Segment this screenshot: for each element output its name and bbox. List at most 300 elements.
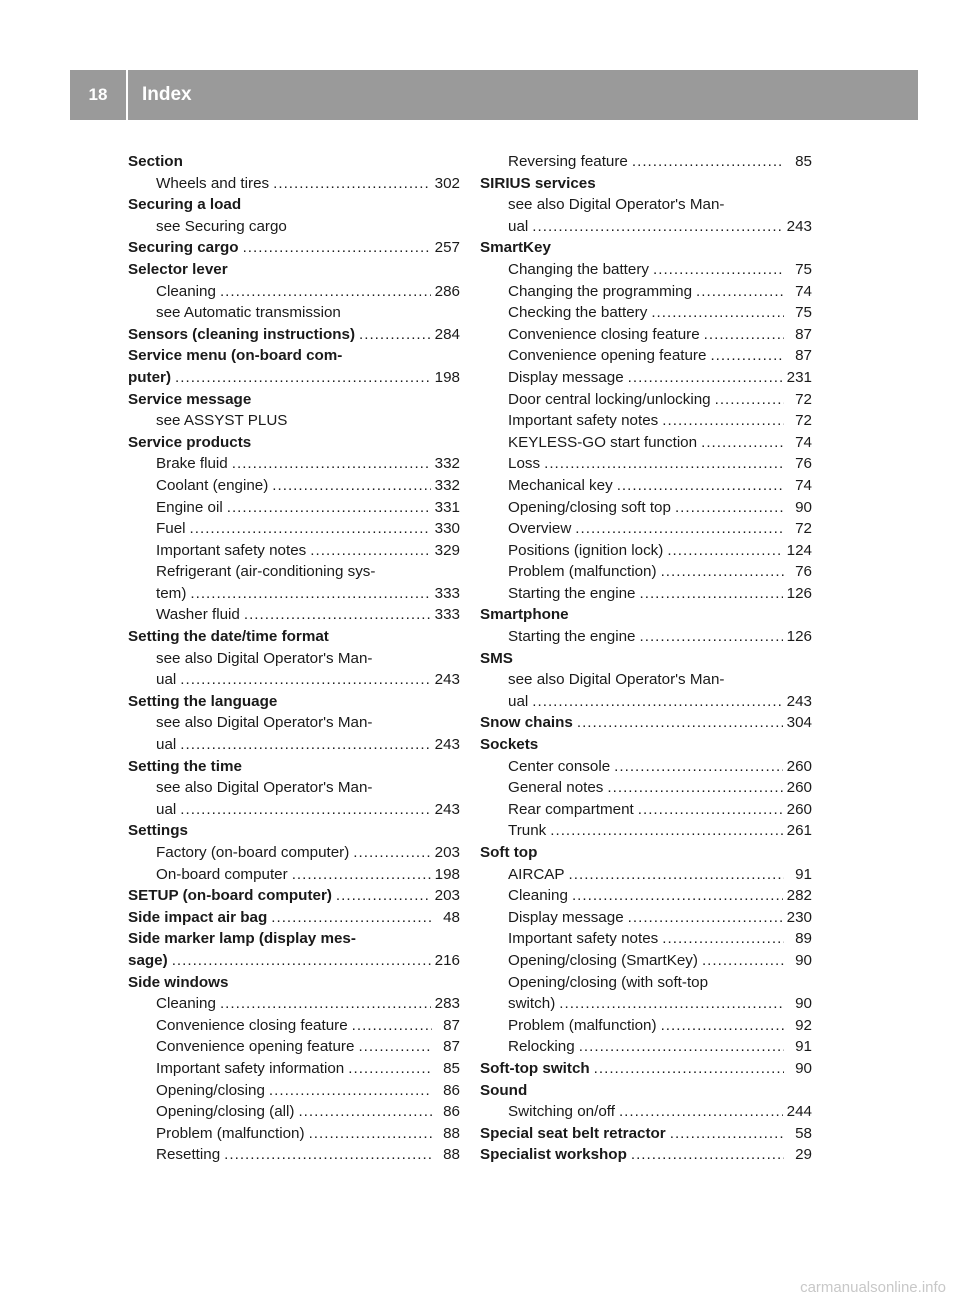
entry-text: Service products xyxy=(128,433,252,451)
page-reference[interactable]: 89 xyxy=(795,930,812,948)
page-reference[interactable]: 58 xyxy=(795,1124,812,1142)
entry-text: Snow chains xyxy=(480,714,573,732)
index-subentry xyxy=(480,626,812,648)
dot-leader xyxy=(243,237,431,259)
entry-text: KEYLESS-GO start function xyxy=(508,433,698,451)
page-reference[interactable]: 332 xyxy=(434,476,460,494)
index-subentry xyxy=(128,864,460,886)
entry-text: Changing the battery xyxy=(508,260,650,278)
index-subentry xyxy=(480,302,812,324)
index-subentry xyxy=(480,561,812,583)
dot-leader xyxy=(175,367,431,389)
index-subentry xyxy=(128,777,460,799)
dot-leader xyxy=(220,993,431,1015)
entry-text: Door central locking/unlocking xyxy=(508,390,711,408)
entry-text: Resetting xyxy=(156,1146,221,1164)
entry-text: Service menu (on-board com- xyxy=(128,347,343,365)
page-reference[interactable]: 87 xyxy=(443,1016,460,1034)
index-subentry xyxy=(128,1036,460,1058)
index-subentry xyxy=(128,475,460,497)
page-header xyxy=(70,70,918,120)
page-reference[interactable]: 302 xyxy=(434,174,460,192)
entry-text: Important safety notes xyxy=(156,541,307,559)
entry-text: Opening/closing (SmartKey) xyxy=(508,951,698,969)
index-subentry xyxy=(480,345,812,367)
index-subentry xyxy=(480,389,812,411)
page-reference[interactable]: 86 xyxy=(443,1103,460,1121)
index-subentry xyxy=(128,604,460,626)
entry-text: Important safety notes xyxy=(508,930,659,948)
entry-text: puter) xyxy=(128,368,172,386)
dot-leader xyxy=(704,324,784,346)
index-subentry xyxy=(480,194,812,216)
page-reference[interactable]: 330 xyxy=(434,520,460,538)
dot-leader xyxy=(628,367,783,389)
entry-text: Refrigerant (air-conditioning sys- xyxy=(156,563,376,581)
page-reference[interactable]: 243 xyxy=(434,800,460,818)
dot-leader xyxy=(172,950,431,972)
page-reference[interactable]: 87 xyxy=(795,347,812,365)
page-reference[interactable]: 126 xyxy=(786,628,812,646)
index-subentry xyxy=(480,864,812,886)
entry-text: Starting the engine xyxy=(508,584,636,602)
entry-text: Convenience closing feature xyxy=(508,325,700,343)
index-subentry xyxy=(480,453,812,475)
entry-text: Opening/closing soft top xyxy=(508,498,671,516)
index-subentry xyxy=(128,1015,460,1037)
index-subentry xyxy=(128,734,460,756)
index-entry xyxy=(480,1144,812,1166)
page-reference[interactable]: 48 xyxy=(443,908,460,926)
index-subentry xyxy=(480,1101,812,1123)
page-reference[interactable]: 76 xyxy=(795,563,812,581)
index-subentry xyxy=(480,1015,812,1037)
index-subentry xyxy=(480,669,812,691)
entry-text: AIRCAP xyxy=(508,865,565,883)
index-entry xyxy=(128,194,460,216)
dot-leader xyxy=(594,1058,784,1080)
index-entry xyxy=(128,237,460,259)
index-subentry xyxy=(480,691,812,713)
index-entry xyxy=(128,756,460,778)
page-reference[interactable]: 88 xyxy=(443,1124,460,1142)
entry-text: General notes xyxy=(508,779,604,797)
dot-leader xyxy=(607,777,782,799)
entry-text: Trunk xyxy=(508,822,547,840)
page-reference[interactable]: 243 xyxy=(786,692,812,710)
index-entry xyxy=(128,324,460,346)
entry-text: Securing cargo xyxy=(128,239,239,257)
index-subentry xyxy=(128,1080,460,1102)
index-subentry xyxy=(480,907,812,929)
entry-text: Sound xyxy=(480,1081,528,1099)
dot-leader xyxy=(667,540,782,562)
entry-text: Setting the language xyxy=(128,692,278,710)
dot-leader xyxy=(715,389,784,411)
entry-text: Opening/closing xyxy=(156,1081,265,1099)
entry-text: Side windows xyxy=(128,973,229,991)
index-subentry xyxy=(128,1123,460,1145)
entry-text: Selector lever xyxy=(128,260,228,278)
entry-text: see also Digital Operator's Man- xyxy=(156,779,373,797)
page-reference[interactable]: 304 xyxy=(786,714,812,732)
entry-text: Engine oil xyxy=(156,498,223,516)
entry-text: Switching on/off xyxy=(508,1103,615,1121)
dot-leader xyxy=(348,1058,432,1080)
entry-text: Display message xyxy=(508,908,624,926)
entry-text: Factory (on-board computer) xyxy=(156,844,350,861)
page-reference[interactable]: 91 xyxy=(795,865,812,883)
index-subentry xyxy=(128,799,460,821)
dot-leader xyxy=(653,259,784,281)
dot-leader xyxy=(310,540,430,562)
page-reference[interactable]: 286 xyxy=(434,282,460,300)
index-entry xyxy=(128,907,460,929)
dot-leader xyxy=(298,1101,432,1123)
dot-leader xyxy=(614,756,783,778)
index-subentry xyxy=(480,1036,812,1058)
page-reference[interactable]: 74 xyxy=(795,282,812,300)
page-reference[interactable]: 230 xyxy=(786,908,812,926)
entry-text: Soft-top switch xyxy=(480,1059,590,1077)
entry-text: Specialist workshop xyxy=(480,1146,627,1164)
entry-text: Checking the battery xyxy=(508,304,648,322)
entry-text: SmartKey xyxy=(480,239,551,257)
index-subentry xyxy=(128,993,460,1015)
entry-text: Convenience closing feature xyxy=(156,1016,348,1034)
page-reference[interactable]: 124 xyxy=(786,541,812,559)
dot-leader xyxy=(180,799,430,821)
index-entry xyxy=(128,151,460,173)
entry-text: Cleaning xyxy=(156,282,216,300)
index-entry xyxy=(480,1058,812,1080)
index-subentry xyxy=(128,302,460,324)
page-reference[interactable]: 92 xyxy=(795,1016,812,1034)
index-subentry xyxy=(480,497,812,519)
index-subentry xyxy=(128,669,460,691)
index-entry xyxy=(480,1080,812,1102)
page-reference[interactable]: 198 xyxy=(434,368,460,386)
page-reference[interactable]: 86 xyxy=(443,1081,460,1099)
page-reference[interactable]: 203 xyxy=(434,887,460,905)
dot-leader xyxy=(358,1036,432,1058)
dot-leader xyxy=(579,1036,784,1058)
section-title: Index xyxy=(142,84,192,105)
page-reference[interactable]: 284 xyxy=(434,325,460,343)
dot-leader xyxy=(180,669,430,691)
index-entry xyxy=(128,928,460,950)
index-entry xyxy=(128,389,460,411)
index-subentry xyxy=(480,540,812,562)
dot-leader xyxy=(632,151,784,173)
entry-text: Opening/closing (all) xyxy=(156,1103,295,1121)
watermark: carmanualsonline.info xyxy=(800,1279,946,1296)
index-entry xyxy=(480,734,812,756)
dot-leader xyxy=(662,928,784,950)
page-reference[interactable]: 75 xyxy=(795,260,812,278)
index-entry xyxy=(480,648,812,670)
entry-text: Mechanical key xyxy=(508,476,613,494)
dot-leader xyxy=(619,1101,783,1123)
index-subentry xyxy=(480,432,812,454)
entry-text: sage) xyxy=(128,951,168,969)
entry-text: Problem (malfunction) xyxy=(156,1124,305,1142)
page-reference[interactable]: 74 xyxy=(795,433,812,451)
entry-text: see also Digital Operator's Man- xyxy=(508,671,725,689)
index-subentry xyxy=(480,583,812,605)
page-reference[interactable]: 126 xyxy=(786,584,812,602)
index-subentry xyxy=(128,1101,460,1123)
dot-leader xyxy=(559,993,784,1015)
entry-text: Securing a load xyxy=(128,196,242,214)
page-reference[interactable]: 203 xyxy=(434,844,460,861)
entry-text: Wheels and tires xyxy=(156,174,270,192)
entry-text: Relocking xyxy=(508,1038,575,1056)
index-subentry xyxy=(128,1058,460,1080)
index-subentry xyxy=(480,799,812,821)
entry-text: see Securing cargo xyxy=(156,217,287,235)
index-subentry xyxy=(128,281,460,303)
page-reference[interactable]: 90 xyxy=(795,1059,812,1077)
index-entry xyxy=(480,173,812,195)
entry-text: Important safety information xyxy=(156,1059,345,1077)
index-entry xyxy=(128,626,460,648)
index-entry xyxy=(480,604,812,626)
page-reference[interactable]: 260 xyxy=(786,800,812,818)
entry-text: Starting the engine xyxy=(508,628,636,646)
dot-leader xyxy=(661,1015,784,1037)
dot-leader xyxy=(232,453,431,475)
entry-text: Positions (ignition lock) xyxy=(508,541,664,559)
entry-text: Problem (malfunction) xyxy=(508,563,657,581)
dot-leader xyxy=(638,799,783,821)
page-reference[interactable]: 90 xyxy=(795,995,812,1013)
index-subentry xyxy=(128,410,460,432)
dot-leader xyxy=(661,561,784,583)
dot-leader xyxy=(180,734,430,756)
entry-text: see Automatic transmission xyxy=(156,304,341,322)
dot-leader xyxy=(702,950,784,972)
entry-text: Reversing feature xyxy=(508,153,628,170)
dot-leader xyxy=(271,907,432,929)
page-reference[interactable]: 85 xyxy=(443,1059,460,1077)
dot-leader xyxy=(675,497,784,519)
dot-leader xyxy=(572,885,783,907)
entry-text: Cleaning xyxy=(508,887,568,905)
page-reference[interactable]: 88 xyxy=(443,1146,460,1164)
page-reference[interactable]: 85 xyxy=(795,153,812,170)
index-subentry xyxy=(480,777,812,799)
entry-text: Smartphone xyxy=(480,606,569,624)
entry-text: Coolant (engine) xyxy=(156,476,269,494)
index-subentry xyxy=(480,885,812,907)
entry-text: Convenience opening feature xyxy=(156,1038,355,1056)
index-subentry xyxy=(480,259,812,281)
entry-text: Changing the programming xyxy=(508,282,693,300)
page-reference[interactable]: 283 xyxy=(434,995,460,1013)
page-reference[interactable]: 257 xyxy=(434,239,460,257)
page-reference[interactable]: 282 xyxy=(786,887,812,905)
dot-leader xyxy=(269,1080,432,1102)
entry-text: Settings xyxy=(128,822,188,840)
index-subentry xyxy=(480,410,812,432)
index-entry xyxy=(128,432,460,454)
dot-leader xyxy=(352,1015,432,1037)
entry-text: Display message xyxy=(508,368,624,386)
dot-leader xyxy=(569,864,784,886)
page-reference[interactable]: 260 xyxy=(786,757,812,775)
entry-text: SETUP (on-board computer) xyxy=(128,887,332,905)
page-reference[interactable]: 87 xyxy=(795,325,812,343)
index-entry xyxy=(128,345,460,367)
index-entry xyxy=(128,691,460,713)
entry-text: Important safety notes xyxy=(508,412,659,430)
page-reference[interactable]: 90 xyxy=(795,498,812,516)
dot-leader xyxy=(696,281,784,303)
page-reference[interactable]: 331 xyxy=(434,498,460,516)
dot-leader xyxy=(272,475,430,497)
dot-leader xyxy=(628,907,783,929)
page-reference[interactable]: 72 xyxy=(795,412,812,430)
dot-leader xyxy=(227,497,431,519)
dot-leader xyxy=(631,1144,784,1166)
page-number: 18 xyxy=(88,85,108,104)
index-subentry xyxy=(480,151,812,173)
index-subentry xyxy=(480,475,812,497)
entry-text: Service message xyxy=(128,390,252,408)
page-reference[interactable]: 231 xyxy=(786,368,812,386)
dot-leader xyxy=(640,626,783,648)
index-column-right xyxy=(480,151,812,1166)
dot-leader xyxy=(309,1123,432,1145)
dot-leader xyxy=(710,345,784,367)
dot-leader xyxy=(190,518,431,540)
page-reference[interactable]: 333 xyxy=(434,606,460,624)
index-column-left xyxy=(128,151,460,1166)
page-reference[interactable]: 91 xyxy=(795,1038,812,1056)
entry-text: see also Digital Operator's Man- xyxy=(156,649,373,667)
entry-text: Cleaning xyxy=(156,995,216,1013)
index-subentry xyxy=(480,756,812,778)
entry-text: Sockets xyxy=(480,736,539,754)
entry-text: see also Digital Operator's Man- xyxy=(508,196,725,214)
dot-leader xyxy=(701,432,784,454)
index-subentry xyxy=(480,216,812,238)
dot-leader xyxy=(550,820,782,842)
page-reference[interactable]: 216 xyxy=(434,951,460,969)
entry-text: Convenience opening feature xyxy=(508,347,707,365)
index-subentry xyxy=(480,972,812,994)
entry-text: ual xyxy=(156,736,177,754)
dot-leader xyxy=(336,885,431,907)
page-reference[interactable]: 74 xyxy=(795,476,812,494)
index-subentry xyxy=(128,712,460,734)
index-subentry xyxy=(128,842,460,864)
dot-leader xyxy=(532,691,782,713)
dot-leader xyxy=(292,864,431,886)
entry-text: Overview xyxy=(508,520,572,538)
dot-leader xyxy=(575,518,784,540)
index-entry xyxy=(480,1123,812,1145)
entry-text: Side marker lamp (display mes- xyxy=(128,930,356,948)
dot-leader xyxy=(190,583,430,605)
entry-text: Opening/closing (with soft-top xyxy=(508,973,709,991)
index-subentry xyxy=(480,820,812,842)
dot-leader xyxy=(220,281,431,303)
entry-text: ual xyxy=(508,692,529,710)
entry-text: Loss xyxy=(508,455,541,473)
dot-leader xyxy=(670,1123,784,1145)
index-entry xyxy=(128,885,460,907)
page-reference[interactable]: 75 xyxy=(795,304,812,322)
dot-leader xyxy=(577,712,783,734)
entry-text: tem) xyxy=(156,584,187,602)
dot-leader xyxy=(544,453,784,475)
page-reference[interactable]: 243 xyxy=(434,671,460,689)
entry-text: Section xyxy=(128,153,183,170)
page-reference[interactable]: 333 xyxy=(434,584,460,602)
index-subentry xyxy=(480,993,812,1015)
dot-leader xyxy=(353,842,430,864)
entry-text: switch) xyxy=(508,995,556,1013)
index-subentry xyxy=(480,518,812,540)
index-subentry xyxy=(480,928,812,950)
page-reference[interactable]: 243 xyxy=(786,217,812,235)
index-subentry xyxy=(480,324,812,346)
entry-text: ual xyxy=(156,671,177,689)
entry-text: Setting the time xyxy=(128,757,242,775)
page-reference[interactable]: 76 xyxy=(795,455,812,473)
page-reference[interactable]: 244 xyxy=(786,1103,812,1121)
page-reference[interactable]: 72 xyxy=(795,520,812,538)
index-subentry xyxy=(128,648,460,670)
page-reference[interactable]: 243 xyxy=(434,736,460,754)
page-reference[interactable]: 90 xyxy=(795,951,812,969)
index-subentry xyxy=(128,497,460,519)
dot-leader xyxy=(224,1144,432,1166)
dot-leader xyxy=(640,583,783,605)
dot-leader xyxy=(662,410,784,432)
page-reference[interactable]: 260 xyxy=(786,779,812,797)
page-reference[interactable]: 261 xyxy=(786,822,812,840)
dot-leader xyxy=(651,302,784,324)
entry-text: Center console xyxy=(508,757,611,775)
index-subentry xyxy=(128,518,460,540)
page-reference[interactable]: 87 xyxy=(443,1038,460,1056)
page-reference[interactable]: 29 xyxy=(795,1146,812,1164)
page-reference[interactable]: 198 xyxy=(434,865,460,883)
page-reference[interactable]: 72 xyxy=(795,390,812,408)
index-subentry xyxy=(128,583,460,605)
index-subentry xyxy=(128,1144,460,1166)
index-subentry xyxy=(128,173,460,195)
page-reference[interactable]: 329 xyxy=(434,541,460,559)
page-reference[interactable]: 332 xyxy=(434,455,460,473)
dot-leader xyxy=(359,324,431,346)
entry-text: Rear compartment xyxy=(508,800,634,818)
dot-leader xyxy=(532,216,782,238)
entry-text: see also Digital Operator's Man- xyxy=(156,714,373,732)
index-entry xyxy=(480,237,812,259)
dot-leader xyxy=(244,604,431,626)
entry-text: Side impact air bag xyxy=(128,908,268,926)
entry-text: Fuel xyxy=(156,520,186,538)
index-subentry xyxy=(480,281,812,303)
entry-text: Brake fluid xyxy=(156,455,228,473)
entry-text: ual xyxy=(156,800,177,818)
entry-text: Setting the date/time format xyxy=(128,628,329,646)
entry-text: Washer fluid xyxy=(156,606,240,624)
